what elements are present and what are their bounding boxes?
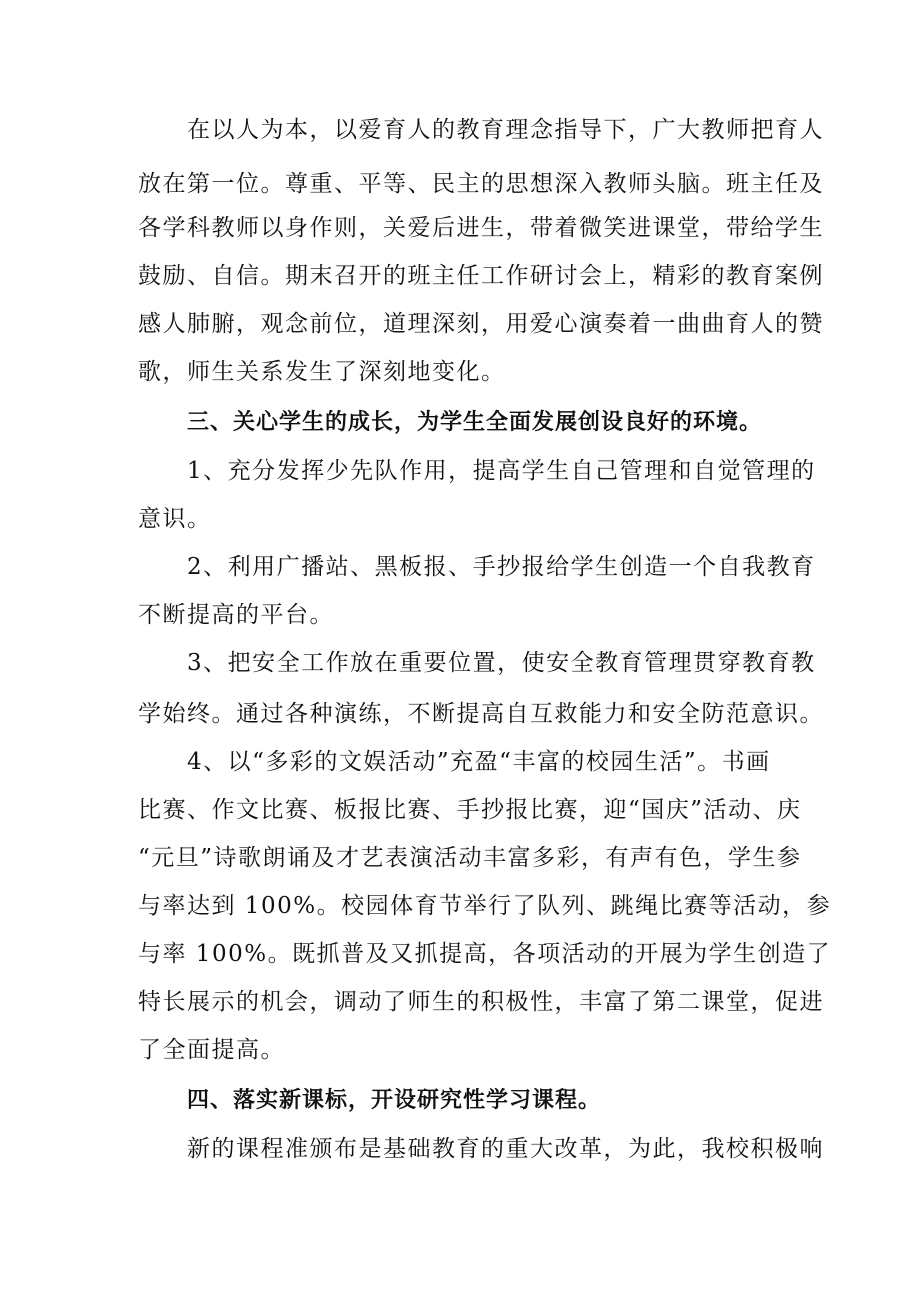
- item-1-line-1: 1、充分发挥少先队作用，提高学生自己管理和自觉管理的: [187, 458, 816, 484]
- item-4-line-5: 与率 100%。既抓普及又抓提高，各项活动的开展为学生创造了: [138, 941, 832, 967]
- section-heading-4: 四、落实新课标，开设研究性学习课程。: [187, 1088, 602, 1113]
- paragraph-1-line-2: 放在第一位。尊重、平等、民主的思想深入教师头脑。班主任及: [138, 171, 824, 197]
- item-3-line-1: 3、把安全工作放在重要位置，使安全教育管理贯穿教育教: [187, 650, 816, 676]
- item-2-line-1: 2、利用广播站、黑板报、手抄报给学生创造一个自我教育: [187, 554, 816, 580]
- item-3-line-2: 学始终。通过各种演练，不断提高自互救能力和安全防范意识。: [138, 701, 824, 727]
- item-4-line-6: 特长展示的机会，调动了师生的积极性，丰富了第二课堂，促进: [138, 989, 824, 1015]
- item-4-line-3: “元旦”诗歌朗诵及才艺表演活动丰富多彩，有声有色，学生参: [138, 845, 802, 871]
- paragraph-1-line-3: 各学科教师以身作则，关爱后进生，带着微笑进课堂，带给学生: [138, 215, 824, 241]
- item-1-line-2: 意识。: [138, 506, 212, 532]
- section-heading-3: 三、关心学生的成长，为学生全面发展创设良好的环境。: [187, 410, 763, 435]
- paragraph-1-line-6: 歌，师生关系发生了深刻地变化。: [138, 359, 506, 385]
- item-4-line-7: 了全面提高。: [138, 1037, 285, 1063]
- paragraph-last-line-1: 新的课程准颁布是基础教育的重大改革，为此，我校积极响: [187, 1136, 824, 1162]
- paragraph-1-line-5: 感人肺腑，观念前位，道理深刻，用爱心演奏着一曲曲育人的赞: [138, 311, 824, 337]
- item-4-line-2: 比赛、作文比赛、板报比赛、手抄报比赛，迎“国庆”活动、庆: [138, 797, 802, 823]
- item-2-line-2: 不断提高的平台。: [138, 602, 334, 628]
- item-4-line-1: 4、以“多彩的文娱活动”充盈“丰富的校园生活”。书画: [187, 749, 771, 775]
- item-4-line-4: 与率达到 100%。校园体育节举行了队列、跳绳比赛等活动，参: [138, 893, 832, 919]
- paragraph-1-line-1: 在以人为本，以爱育人的教育理念指导下，广大教师把育人: [187, 117, 824, 143]
- paragraph-1-line-4: 鼓励、自信。期末召开的班主任工作研讨会上，精彩的教育案例: [138, 263, 824, 289]
